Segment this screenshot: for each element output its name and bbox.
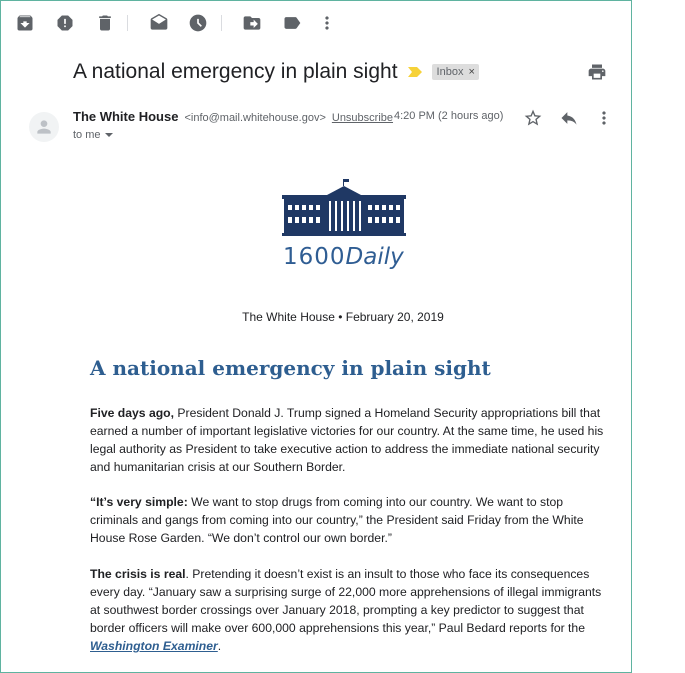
delete-icon[interactable] [93,11,117,35]
report-spam-icon[interactable] [53,11,77,35]
move-to-icon[interactable] [240,11,264,35]
star-icon[interactable] [521,106,545,130]
paragraph-2 [90,493,610,547]
message-more-icon[interactable] [592,106,616,130]
dateline: The White House • February 20, 2019 [242,310,444,324]
article-headline: A national emergency in plain sight [90,356,491,380]
more-vert-icon[interactable] [315,11,339,35]
print-icon[interactable] [585,60,609,84]
remove-label-button[interactable]: × [468,66,475,78]
inbox-label-chip [432,64,479,80]
toolbar [1,1,631,45]
label-icon[interactable] [280,11,304,35]
paragraph-3-lead: The crisis is real [90,567,186,581]
sender-row [73,109,394,127]
email-subject: A national emergency in plain sight [73,60,398,83]
sender-avatar [29,112,59,142]
message-timestamp: 4:20 PM (2 hours ago) [394,110,504,122]
toolbar-divider [221,15,222,31]
subject-row [73,57,479,87]
recipient-details[interactable] [73,129,113,141]
chevron-down-icon[interactable] [105,133,113,137]
sender-email: <info@mail.whitehouse.gov> [184,112,326,124]
paragraph-2-text: We want to stop drugs from coming into our country. We want to stop criminals and gangs from coming into our country,” the President said Friday from the White House Rose Garden. “We don’t control our own border.” [90,495,584,545]
archive-icon[interactable] [13,11,37,35]
logo-number: 1600 [283,244,346,270]
paragraph-3-end: . [217,639,222,653]
reply-icon[interactable] [557,106,581,130]
paragraph-1-lead: Five days ago, [90,406,174,420]
mark-unread-icon[interactable] [147,11,171,35]
snooze-icon[interactable] [186,11,210,35]
unsubscribe-link[interactable]: Unsubscribe [331,112,394,124]
sender-name[interactable]: The White House [73,109,179,124]
paragraph-1 [90,404,610,476]
paragraph-2-lead: “It’s very simple: [90,495,188,509]
newsletter-logo-text [283,244,404,270]
recipient-text: to me [73,129,101,141]
person-icon [34,117,54,137]
paragraph-3 [90,565,610,655]
washington-examiner-link[interactable]: Washington Examiner [90,639,218,653]
paragraph-3-text: . Pretending it doesn’t exist is an insult to those who face its consequences every day. “January saw a surprising surge of 22,000 more apprehensions of illegal immigrants at southwest border crossings over January 2018, prompting a key predictor to suggest that border officers will make over 600,000 apprehensions this year,” Paul Bedard reports for the [90,567,602,635]
label-chip-text: Inbox [436,66,464,78]
logo-word: Daily [345,244,404,270]
toolbar-divider [127,15,128,31]
important-marker-icon[interactable] [408,67,422,77]
paragraph-1-text: President Donald J. Trump signed a Homeland Security appropriations bill that earned a number of important legislative victories for our country. At the same time, he used his legal authority as President to take executive action to address the immediate national security and humanitarian crisis at our Southern Border. [90,406,604,474]
